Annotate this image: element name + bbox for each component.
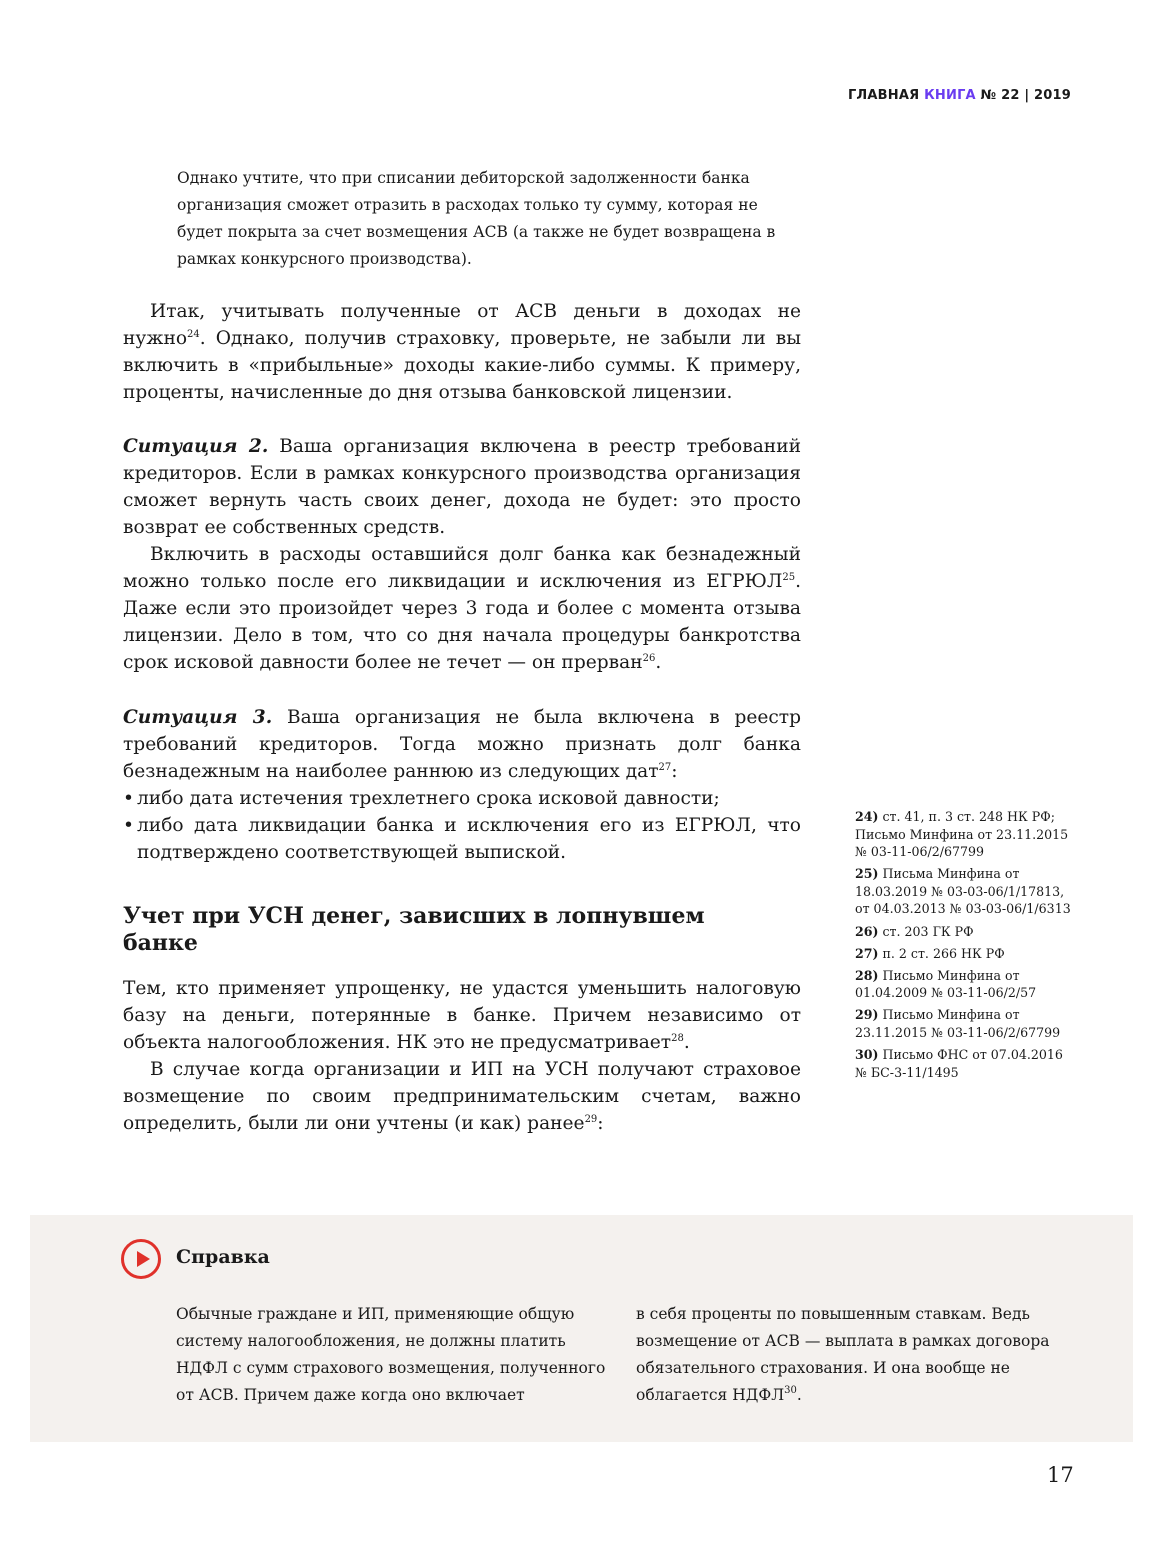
text: Итак, учитывать полученные от АСВ деньги в доходах не нужно xyxy=(123,301,801,349)
situation-label: Ситуация 2. xyxy=(123,436,269,457)
footnote-ref[interactable]: 30 xyxy=(784,1385,797,1396)
footnotes xyxy=(855,808,1075,1086)
info-box-right: в себя проценты по повышенным ставкам. Ведь возмещение от АСВ — выплата в рамках договора обязательного страхования. И она вообще не облагается НДФЛ$^{30}$. xyxy=(636,1305,1050,1404)
footnote: 25) Письма Минфина от 18.03.2019 № 03-03-06/1/17813, от 04.03.2013 № 03-03-06/1/6313 xyxy=(855,866,1071,917)
footnote: 24) ст. 41, п. 3 ст. 248 НК РФ; Письмо Минфина от 23.11.2015 № 03-11-06/2/67799 xyxy=(855,809,1069,860)
brand-accent: КНИГА xyxy=(924,88,976,103)
footnote-ref[interactable]: 25 xyxy=(782,572,796,583)
text: . xyxy=(655,652,662,673)
brand-main: ГЛАВНАЯ xyxy=(847,88,920,103)
list-item: • либо дата истечения трехлетнего срока исковой давности; xyxy=(123,785,801,812)
text: . Даже если это произойдет через 3 года и более с момента отзыва лицензии. Дело в том, что со дня начала процедуры банкротства срок исковой давности более не течет — он прерван xyxy=(123,571,801,673)
running-header xyxy=(848,88,1071,103)
text: Включить в расходы оставшийся долг банка как безнадежный можно только после его ликвидации и исключения из ЕГРЮЛ xyxy=(123,544,801,592)
text: : xyxy=(597,1113,604,1134)
usn-section xyxy=(123,975,801,1137)
play-icon xyxy=(121,1239,161,1279)
footnote: 26) ст. 203 ГК РФ xyxy=(855,923,974,939)
text: В случае когда организации и ИП на УСН получают страховое возмещение по своим предпринимательским счетам, важно определить, были ли они учтены (и как) ранее xyxy=(123,1059,801,1134)
text: Ваша организация включена в реестр требований кредиторов. Если в рамках конкурсного производства организация сможет вернуть часть своих денег, дохода не будет: это просто возврат ее собственных средств. xyxy=(123,436,801,538)
text: : xyxy=(671,761,678,782)
issue-number: № 22 | 2019 xyxy=(980,88,1071,103)
situation-2 xyxy=(123,433,801,676)
footnote: 27) п. 2 ст. 266 НК РФ xyxy=(855,945,1005,961)
text: . xyxy=(683,1032,690,1053)
info-box-left: Обычные граждане и ИП, применяющие общую систему налогообложения, не должны платить НДФЛ с сумм страхового возмещения, полученного от АСВ. Причем даже когда оно включает xyxy=(176,1305,606,1404)
footnote-ref[interactable]: 26 xyxy=(642,653,656,664)
footnote-ref[interactable]: 29 xyxy=(584,1114,598,1125)
text: Ваша организация не была включена в реестр требований кредиторов. Тогда можно признать долг банка безнадежным на наиболее раннюю из следующих дат xyxy=(123,707,801,782)
info-box-title: Справка xyxy=(176,1246,270,1268)
footnote: 28) Письмо Минфина от 01.04.2009 № 03-11-06/2/57 xyxy=(855,967,1037,1001)
section-heading: Учет при УСН денег, зависших в лопнувшем банке xyxy=(123,903,705,956)
footnote: 30) Письмо ФНС от 07.04.2016 № БС-3-11/1495 xyxy=(855,1047,1063,1080)
situation-3 xyxy=(123,704,801,866)
footnote-ref[interactable]: 28 xyxy=(671,1033,684,1044)
date-list xyxy=(123,785,801,866)
footnote-ref[interactable]: 24 xyxy=(187,329,200,340)
paragraph-1 xyxy=(123,298,801,406)
text: . Однако, получив страховку, проверьте, не забыли ли вы включить в «прибыльные» доходы какие-либо суммы. К примеру, проценты, начисленные до дня отзыва банковской лицензии. xyxy=(123,328,801,403)
quote-note: Однако учтите, что при списании дебиторской задолженности банка организация сможет отразить в расходах только ту сумму, которая не будет покрыта за счет возмещения АСВ (а также не будет возвращена в рамках конкурсного производства). xyxy=(177,169,776,268)
text: Тем, кто применяет упрощенку, не удастся уменьшить налоговую базу на деньги, потерянные в банке. Причем независимо от объекта налогообложения. НК это не предусматривает xyxy=(123,978,801,1053)
list-item: • либо дата ликвидации банка и исключения его из ЕГРЮЛ, что подтверждено соответствующей выпиской. xyxy=(123,812,801,866)
page-number: 17 xyxy=(1047,1463,1074,1487)
situation-label: Ситуация 3. xyxy=(123,707,273,728)
footnote-ref[interactable]: 27 xyxy=(658,762,672,773)
footnote: 29) Письмо Минфина от 23.11.2015 № 03-11-06/2/67799 xyxy=(855,1007,1061,1041)
